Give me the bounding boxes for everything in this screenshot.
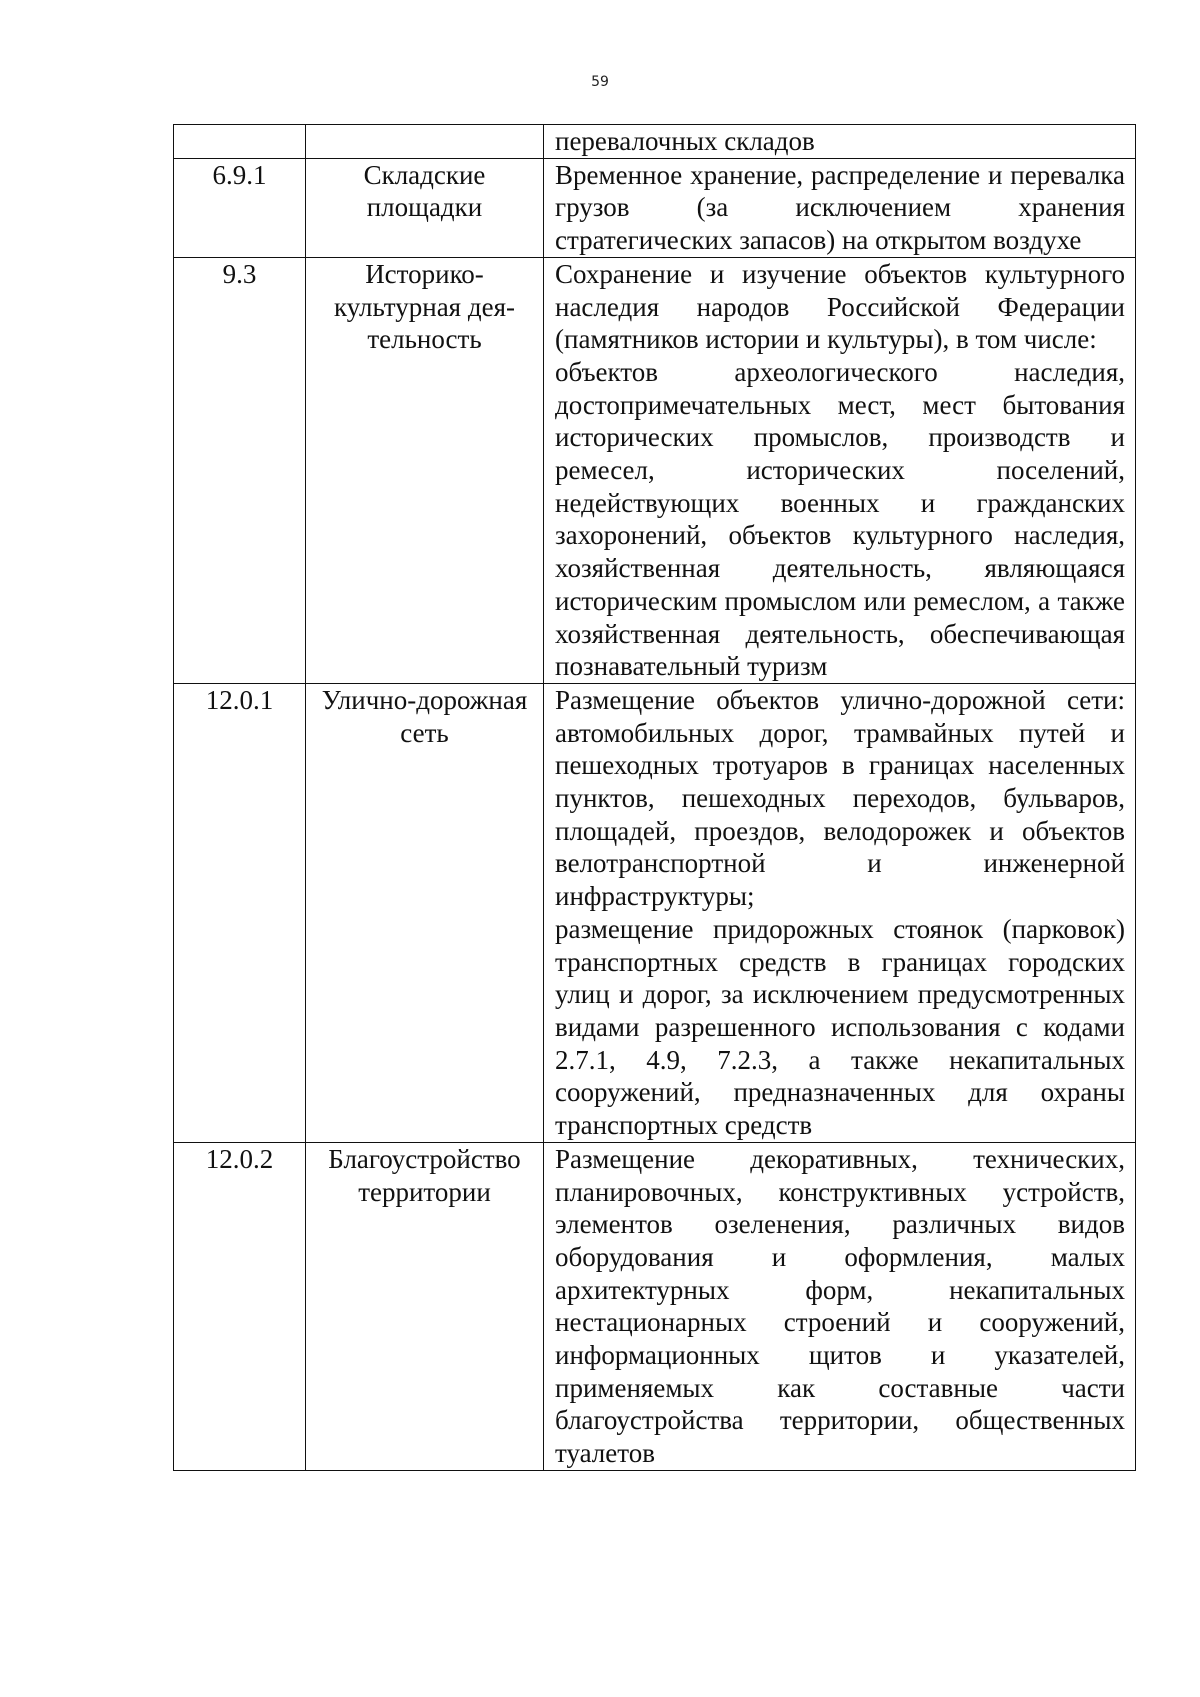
row-name: Историко-культурная деятельность xyxy=(334,258,515,355)
row-code: 12.0.2 xyxy=(205,1143,274,1174)
table-row xyxy=(174,257,1136,683)
row-name: Благоустройство территории xyxy=(328,1143,521,1207)
row-description: Временное хранение, распределение и перевалка грузов (за исключением хранения стратегических запасов) на открытом воздухе xyxy=(555,159,1125,256)
row-description: размещение придорожных стоянок (парковок) транспортных средств в границах городских улиц и дорог, за исключением предусмотренных видами разрешенного использования с кодами 2.7.1, 4.9, 7.2.3, а также некапитальных сооружений, предназначенных для охраны транспортных средств xyxy=(555,913,1125,1141)
table-row xyxy=(174,158,1136,257)
land-use-table xyxy=(173,124,1136,1471)
table-row xyxy=(174,683,1136,1142)
row-description: перевалочных складов xyxy=(555,126,815,156)
page-number: 59 xyxy=(591,74,609,90)
table-row xyxy=(174,1142,1136,1470)
row-name: Складские площадки xyxy=(363,159,486,223)
row-description: Размещение декоративных, технических, планировочных, конструктивных устройств, элементов озеленения, различных видов оборудования и оформления, малых архитектурных форм, некапитальных нестационарных строений и сооружений, информационных щитов и указателей, применяемых как составные части благоустройства территории, общественных туалетов xyxy=(555,1143,1125,1469)
row-code: 12.0.1 xyxy=(205,684,274,715)
row-code: 6.9.1 xyxy=(212,159,267,190)
row-description: объектов археологического наследия, достопримечательных мест, мест бытования исторических промыслов, производств и ремесел, исторических поселений, недействующих военных и гражданских захоронений, объектов культурного наследия, хозяйственная деятельность, являющаяся историческим промыслом или ремеслом, а также хозяйственная деятельность, обеспечивающая познавательный туризм xyxy=(555,356,1125,682)
row-description: Сохранение и изучение объектов культурного наследия народов Российской Федерации (памятников истории и культуры), в том числе: xyxy=(555,258,1125,355)
row-code: 9.3 xyxy=(222,258,257,289)
table-row xyxy=(174,125,1136,159)
row-name: Улично-дорожная сеть xyxy=(321,684,528,748)
row-description: Размещение объектов улично-дорожной сети: автомобильных дорог, трамвайных путей и пешеходных тротуаров в границах населенных пунктов, пешеходных переходов, бульваров, площадей, проездов, велодорожек и объектов велотранспортной и инженерной инфраструктуры; xyxy=(555,684,1125,912)
